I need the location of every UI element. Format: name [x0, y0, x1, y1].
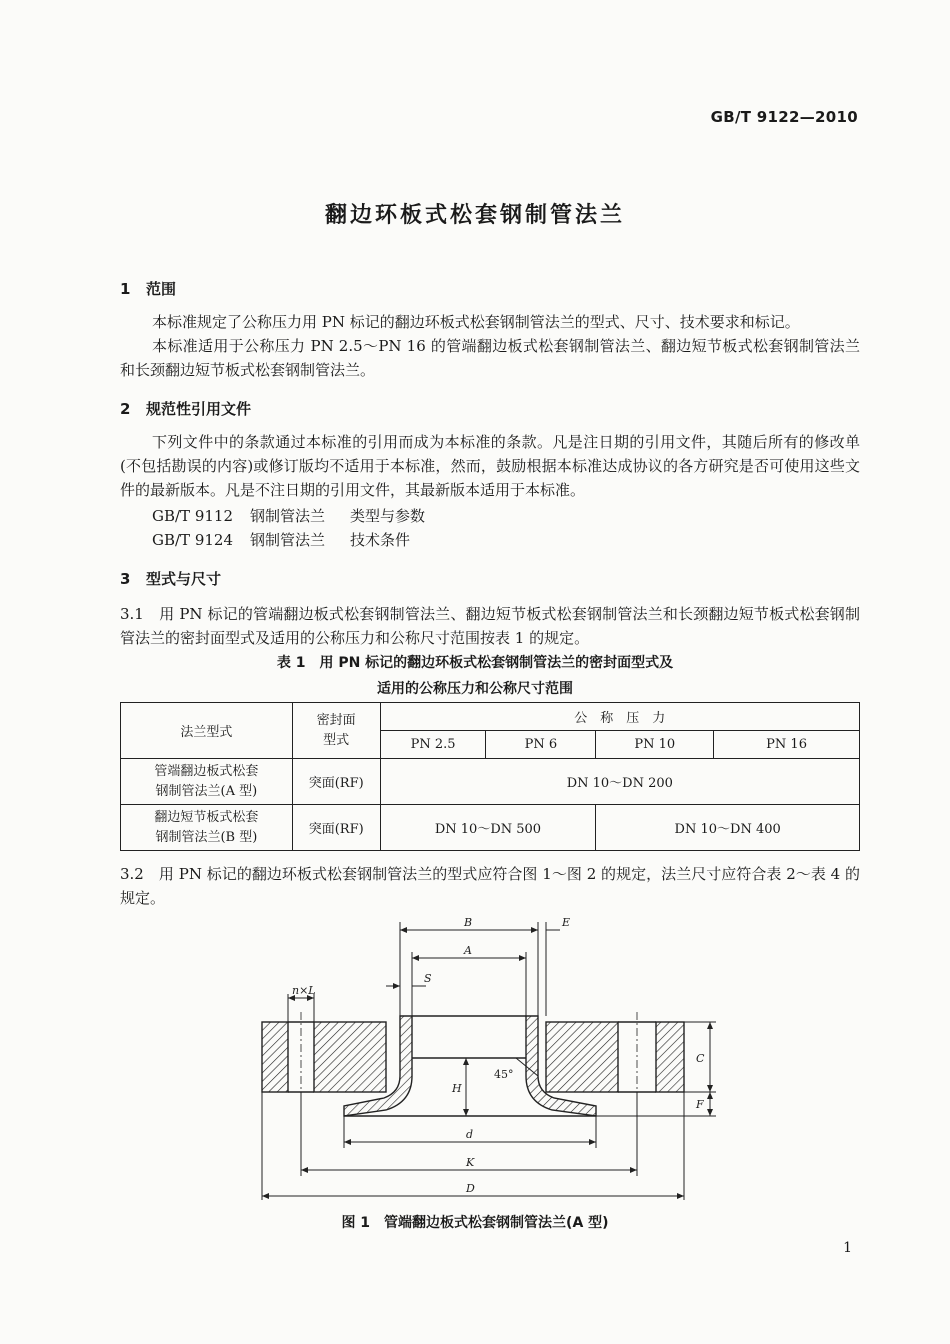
- label-nL: n×L: [292, 984, 316, 997]
- label-F: F: [696, 1098, 704, 1111]
- section-number: 2: [120, 400, 131, 418]
- reference-code: GB/T 9124: [152, 531, 234, 549]
- header-pn-10: PN 10: [596, 731, 714, 759]
- header-pn-6: PN 6: [486, 731, 596, 759]
- header-seal-line-2: 型式: [323, 732, 350, 748]
- scope-paragraph-2: 本标准适用于公称压力 PN 2.5～PN 16 的管端翻边板式松套钢制管法兰、翻边短节板式松套钢制管法兰和长颈翻边短节板式松套钢制管法兰。: [120, 337, 860, 379]
- row-seal: 突面(RF): [292, 759, 380, 805]
- header-flange-type: 法兰型式: [121, 703, 293, 759]
- table-row: [121, 805, 860, 851]
- section-title: 型式与尺寸: [146, 570, 222, 588]
- row-range-all: DN 10～DN 200: [380, 759, 859, 805]
- type-line-2: 钢制管法兰(B 型): [155, 829, 258, 845]
- table-1: [120, 702, 860, 851]
- header-pn-2-5: PN 2.5: [380, 731, 486, 759]
- reference-subtitle: 类型与参数: [350, 507, 426, 525]
- document-title: 翻边环板式松套钢制管法兰: [324, 203, 625, 228]
- label-C: C: [696, 1052, 705, 1065]
- section-number: 1: [120, 280, 131, 298]
- type-line-2: 钢制管法兰(A 型): [155, 783, 258, 799]
- clause-3-1: 3.1 用 PN 标记的管端翻边板式松套钢制管法兰、翻边短节板式松套钢制管法兰和长颈翻边短节板式松套钢制管法兰的密封面型式及适用的公称压力和公称尺寸范围按表 1 的规定。: [120, 605, 860, 647]
- page-number: 1: [843, 1240, 852, 1256]
- row-range-high: DN 10～DN 400: [596, 805, 860, 851]
- reference-title: 钢制管法兰: [250, 531, 326, 549]
- row-flange-type: [121, 759, 293, 805]
- figure-1-drawing: [240, 908, 720, 1208]
- type-line-1: 管端翻边板式松套: [154, 763, 259, 779]
- reference-code: GB/T 9112: [152, 507, 234, 525]
- section-title: 规范性引用文件: [146, 400, 252, 418]
- type-line-1: 翻边短节板式松套: [154, 809, 259, 825]
- row-flange-type: [121, 805, 293, 851]
- header-pn-16: PN 16: [714, 731, 860, 759]
- label-angle: 45°: [494, 1068, 514, 1081]
- label-E: E: [562, 916, 571, 929]
- header-nominal-pressure: 公 称 压 力: [380, 703, 859, 731]
- scope-paragraph-1: 本标准规定了公称压力用 PN 标记的翻边环板式松套钢制管法兰的型式、尺寸、技术要求和标记。: [152, 313, 800, 331]
- label-d: d: [466, 1128, 474, 1141]
- section-title: 范围: [146, 280, 177, 298]
- label-A: A: [464, 944, 472, 957]
- references-paragraph: 下列文件中的条款通过本标准的引用而成为本标准的条款。凡是注日期的引用文件，其随后所有的修改单(不包括勘误的内容)或修订版均不适用于本标准，然而，鼓励根据本标准达成协议的各方研究是否可使用这些文件的最新版本。凡是不注日期的引用文件，其最新版本适用于本标准。: [120, 433, 860, 499]
- table-1-caption-line-1: 表 1 用 PN 标记的翻边环板式松套钢制管法兰的密封面型式及: [276, 655, 674, 671]
- clause-3-2: 3.2 用 PN 标记的翻边环板式松套钢制管法兰的型式应符合图 1～图 2 的规定，法兰尺寸应符合表 2～表 4 的规定。: [120, 865, 860, 907]
- label-S: S: [424, 972, 432, 985]
- header-seal-line-1: 密封面: [316, 712, 356, 728]
- label-K: K: [466, 1156, 475, 1169]
- header-seal-type: [292, 703, 380, 759]
- section-number: 3: [120, 570, 131, 588]
- section-2-heading: [120, 398, 251, 419]
- reference-title: 钢制管法兰: [250, 507, 326, 525]
- label-H: H: [452, 1082, 462, 1095]
- standard-number: GB/T 9122—2010: [710, 108, 858, 126]
- reference-subtitle: 技术条件: [350, 531, 411, 549]
- label-B: B: [464, 916, 473, 929]
- figure-1-caption: 图 1 管端翻边板式松套钢制管法兰(A 型): [341, 1215, 609, 1231]
- row-range-low: DN 10～DN 500: [380, 805, 596, 851]
- reference-item: [152, 505, 425, 526]
- section-1-heading: [120, 278, 176, 299]
- table-row: [121, 759, 860, 805]
- table-1-caption-line-2: 适用的公称压力和公称尺寸范围: [377, 681, 573, 697]
- section-3-heading: [120, 568, 221, 589]
- row-seal: 突面(RF): [292, 805, 380, 851]
- reference-item: [152, 529, 410, 550]
- label-D: D: [466, 1182, 475, 1195]
